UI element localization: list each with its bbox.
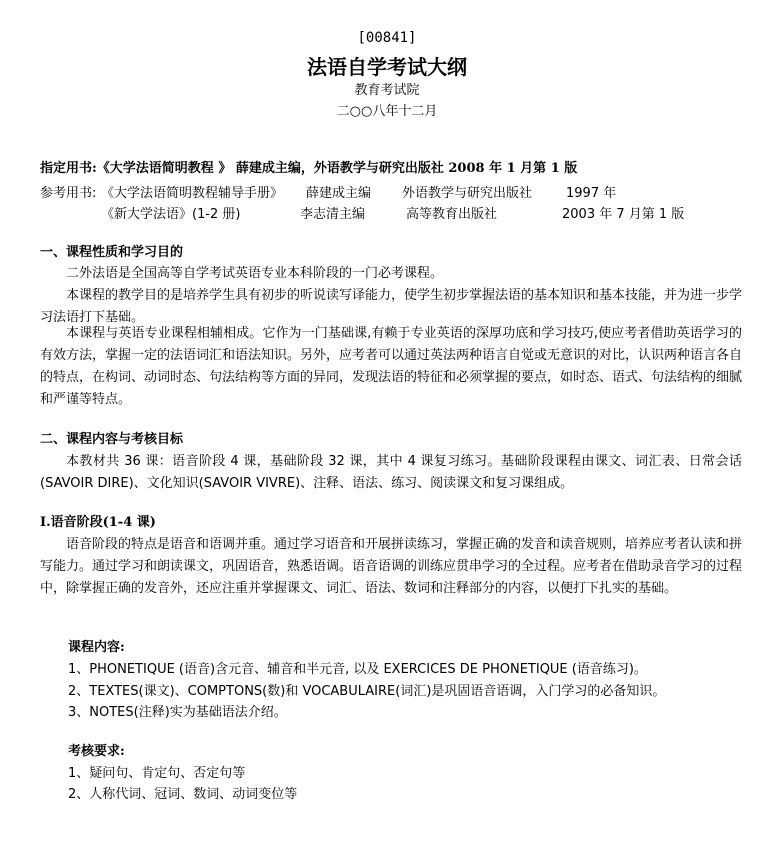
- exam-requirement-item: 2、人称代词、冠词、数词、动词变位等: [68, 787, 298, 802]
- exam-requirement-item: 1、疑问句、肯定句、否定句等: [68, 766, 246, 781]
- course-content-heading: 课程内容:: [68, 640, 125, 655]
- reference-1-year: 1997 年: [566, 186, 617, 201]
- course-code: [00841]: [357, 30, 417, 46]
- exam-requirements-heading: 考核要求:: [68, 744, 125, 759]
- course-content-item: 1、PHONETIQUE (语音)含元音、辅音和半元音, 以及 EXERCICES DE PHONETIQUE (语音练习)。: [68, 662, 647, 677]
- reference-2-title: 《新大学法语》(1-2 册): [101, 207, 241, 222]
- stage-1-paragraph: 语音阶段的特点是语音和语调并重。通过学习语音和开展拼读练习，掌握正确的发音和读音规则，培养应考者认读和拼写能力。通过学习和朗读课文，巩固语音，熟悉语调。语音语调的训练应贯串学习的全过程。应考者在借助录音学习的过程中，除掌握正确的发音外，还应注重并掌握课文、词汇、语法、数词和注释部分的内容，以便打下扎实的基础。: [40, 537, 743, 596]
- reference-1-publisher: 外语教学与研究出版社: [402, 186, 533, 201]
- reference-1-title: 《大学法语简明教程辅导手册》: [101, 186, 284, 201]
- section-1-heading: 一、课程性质和学习目的: [40, 245, 184, 260]
- reference-2-editor: 李志清主编: [300, 207, 366, 222]
- course-content-item: 2、TEXTES(课文)、COMPTONS(数)和 VOCABULAIRE(词汇)是巩固语音语调，入门学习的必备知识。: [68, 684, 666, 699]
- issue-date: 二○○八年十二月: [336, 104, 438, 119]
- section-1-paragraph-1: 二外法语是全国高等自学考试英语专业本科阶段的一门必考课程。: [66, 266, 444, 281]
- reference-2-date: 2003 年 7 月第 1 版: [562, 207, 685, 222]
- reference-1-editor: 薛建成主编: [306, 186, 372, 201]
- section-2-heading: 二、课程内容与考核目标: [40, 432, 184, 447]
- issuing-organization: 教育考试院: [354, 83, 420, 98]
- section-1-paragraph-3: 本课程与英语专业课程相辅相成。它作为一门基础课,有赖于专业英语的深厚功底和学习技巧,使应考者借助英语学习的有效方法，掌握一定的法语词汇和语法知识。另外，应考者可以通过英法两种语言自觉或无意识的对比，认识两种语言各自的特点，在构词、动词时态、句法结构等方面的异同，发现法语的特征和必须掌握的要点，如时态、语式、句法结构的细腻和严谨等特点。: [40, 326, 743, 407]
- reference-2-publisher: 高等教育出版社: [406, 207, 498, 222]
- stage-1-heading: I.语音阶段(1-4 课): [40, 515, 156, 530]
- designated-textbook: 指定用书:《大学法语简明教程 》 薛建成主编，外语教学与研究出版社 2008 年 1 月第 1 版: [40, 161, 578, 176]
- reference-label: 参考用书:: [40, 186, 97, 201]
- section-1-paragraph-2: 本课程的教学目的是培养学生具有初步的听说读写译能力，使学生初步掌握法语的基本知识和基本技能，并为进一步学习法语打下基础。: [40, 288, 743, 325]
- document-title: 法语自学考试大纲: [307, 55, 467, 79]
- course-content-item: 3、NOTES(注释)实为基础语法介绍。: [68, 705, 287, 720]
- section-2-paragraph-1: 本教材共 36 课：语音阶段 4 课，基础阶段 32 课，其中 4 课复习练习。基础阶段课程由课文、词汇表、日常会话(SAVOIR DIRE)、文化知识(SAVOIR VIVRE)、注释、语法、练习、阅读课文和复习课组成。: [40, 454, 742, 491]
